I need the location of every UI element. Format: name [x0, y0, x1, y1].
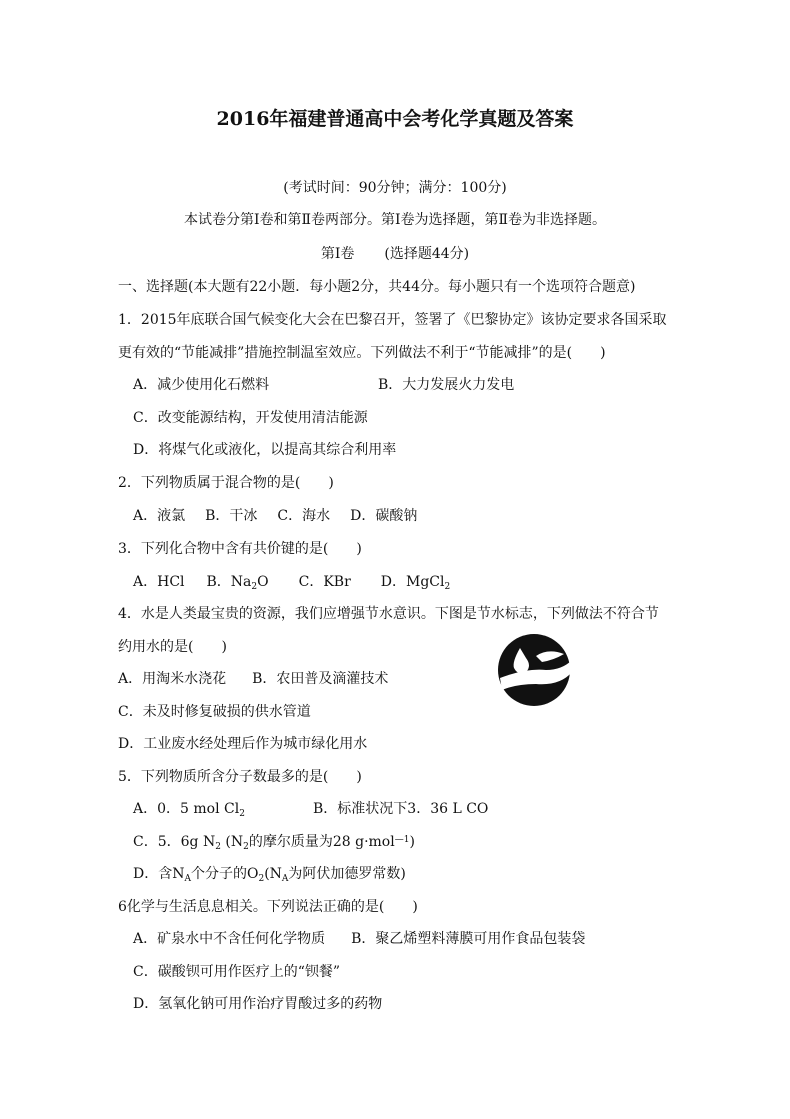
q2-option-c: C．海水 [277, 508, 331, 524]
q5-option-d: D．含$N_A$个分子的$O_2(N_A$为阿伏加德罗常数) [133, 866, 406, 884]
q5-stem: 5．下列物质所含分子数最多的是( ) [118, 769, 362, 785]
part1-subtitle: (选择题44分) [384, 246, 470, 262]
q4-stem: 4．水是人类最宝贵的资源，我们应增强节水意识。下图是节水标志，下列做法不符合节 [118, 606, 659, 622]
q1-stem: 1．2015年底联合国气候变化大会在巴黎召开，签署了《巴黎协定》该协定要求各国采取 [118, 312, 667, 328]
part1-title: 第Ⅰ卷 [320, 246, 355, 262]
water-saving-logo-icon [496, 632, 572, 708]
q4-option-c: C．未及时修复破损的供水管道 [118, 704, 311, 720]
q1-option-d: D．将煤气化或液化，以提高其综合利用率 [133, 442, 397, 458]
q3-option-a: A．HCl [133, 574, 185, 590]
q1-option-b: B．大力发展火力发电 [378, 377, 515, 393]
q4-option-d: D．工业废水经处理后作为城市绿化用水 [118, 736, 368, 752]
q3-option-c: C．KBr [298, 574, 351, 590]
page-title: 2016年福建普通高中会考化学真题及答案 [216, 108, 574, 130]
q5-option-b: B．标准状况下3．36 L CO [313, 801, 489, 817]
q6-option-a: A．矿泉水中不含任何化学物质 [133, 931, 326, 947]
q6-option-d: D．氢氧化钠可用作治疗胃酸过多的药物 [133, 996, 383, 1012]
q3-option-b: B．$Na_2O$ [206, 574, 269, 592]
q6-options-ab [133, 930, 585, 948]
q3-stem: 3．下列化合物中含有共价键的是( ) [118, 541, 362, 557]
q2-stem: 2．下列物质属于混合物的是( ) [118, 475, 334, 491]
q4-stem-cont: 约用水的是( ) [118, 639, 227, 655]
q3-options [133, 573, 450, 591]
q5-option-c: C．5．6g $N_2$ ($N_2$的摩尔质量为28 g·mol$^{—1}$) [133, 834, 415, 852]
q2-options [133, 507, 417, 525]
q2-option-b: B．干冰 [205, 508, 258, 524]
q1-stem-cont: 更有效的“节能减排”措施控制温室效应。下列做法不利于“节能减排”的是( ) [118, 345, 606, 361]
q3-option-d: D．MgCl$_2$ [380, 574, 451, 592]
q4-option-a: A．用淘米水浇花 [118, 671, 227, 687]
q6-stem: 6化学与生活息息相关。下列说法正确的是( ) [118, 899, 418, 915]
q2-option-a: A．液氯 [133, 508, 186, 524]
q4-option-b: B．农田普及滴灌技术 [252, 671, 389, 687]
q1-option-c: C．改变能源结构，开发使用清洁能源 [133, 410, 368, 426]
q6-option-b: B．聚乙烯塑料薄膜可用作食品包装袋 [351, 931, 586, 947]
q4-options-ab [118, 670, 388, 688]
q1-option-a: A．减少使用化石燃料 [133, 377, 270, 393]
q5-option-a: A．0．5 mol $Cl_2$ [133, 801, 245, 819]
exam-info: (考试时间：90分钟；满分：100分) [283, 180, 507, 196]
q2-option-d: D．碳酸钠 [350, 508, 418, 524]
part1-heading [0, 245, 790, 263]
section-heading: 一、选择题(本大题有22小题．每小题2分，共44分。每小题只有一个选项符合题意) [118, 279, 636, 295]
intro: 本试卷分第Ⅰ卷和第Ⅱ卷两部分。第Ⅰ卷为选择题，第Ⅱ卷为非选择题。 [183, 212, 607, 228]
q6-option-c: C．碳酸钡可用作医疗上的“钡餐” [133, 964, 341, 980]
